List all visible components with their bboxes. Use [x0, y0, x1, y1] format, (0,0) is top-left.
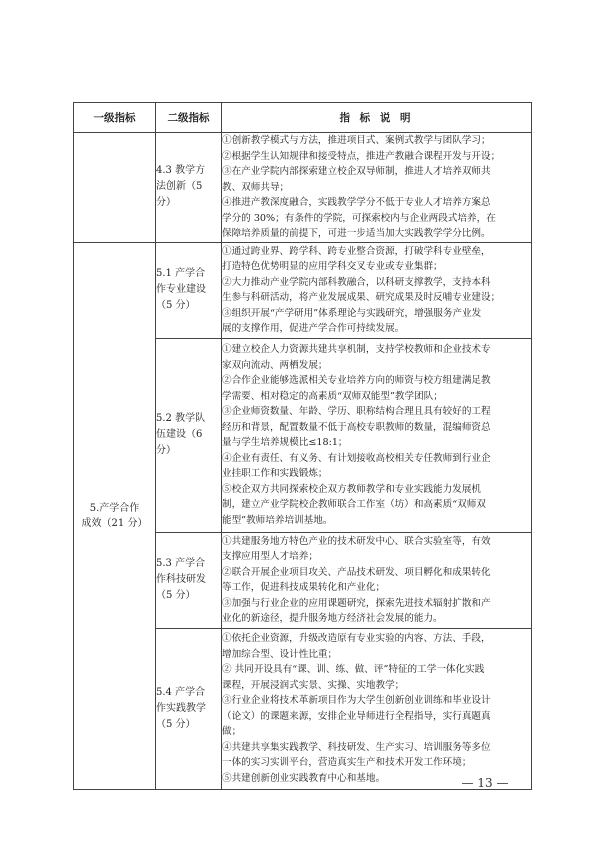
secondary-text: 5.4 产学合 [156, 686, 206, 698]
description-line: ②大力推动产业学院内部科教融合，以科研支撑教学，支持本科 [222, 276, 491, 288]
description-line: ②合作企业能够选派相关专业培养方向的师资与校方组建满足教 [222, 375, 491, 386]
description-line: 制，建立产业学院校企教师联合工作室（坊）和高素质“双师双 [222, 499, 486, 510]
description-cell [222, 133, 532, 243]
page-number: — 13 — [461, 776, 509, 790]
secondary-text: 5.2 教学队 [156, 413, 206, 424]
description-line: ③在产业学院内部探索建立校企双导师制，推进人才培养双师共 [222, 166, 491, 177]
secondary-text: 作实践教学 [156, 702, 206, 714]
description-line: 学分的 30%；有条件的学院，可探索校内与企业两段式培养，在 [222, 212, 496, 224]
secondary-cell [156, 338, 222, 532]
table-row [74, 133, 532, 243]
description-line: ①通过跨业界、跨学科、跨专业整合资源，打破学科专业壁垒， [222, 245, 491, 257]
primary-text: 5.产学合作 [89, 502, 140, 514]
description-line: 家双向流动、两栖发展； [222, 359, 328, 371]
primary-cell [74, 242, 156, 789]
description-line: 经历和背景，配置数量不低于高校专职教师的数量，混编师资总 [222, 421, 491, 433]
description-line: ⑤校企双方共同探索校企双方教师教学和专业实践能力发展机 [222, 483, 482, 495]
secondary-cell [156, 532, 222, 628]
secondary-text: 作专业建设 [156, 284, 206, 295]
secondary-text: （5 分） [156, 590, 196, 601]
primary-cell-empty [74, 133, 156, 243]
description-line: 能型”教师培养培训基地。 [222, 514, 333, 526]
description-line: 等工作，促进科技成果转化和产业化； [222, 582, 386, 593]
description-line: 一体的实习实训平台，营造真实生产和技术开发工作环境； [222, 757, 472, 768]
secondary-text: 分） [156, 445, 176, 456]
description-line: 课程，开展浸润式实景、实操、实地教学； [222, 679, 405, 691]
indicator-table [73, 102, 532, 790]
description-cell [222, 242, 532, 338]
description-line: 业化的新途径，提升服务地方经济社会发展的能力。 [222, 613, 443, 624]
description-line: ③加强与行业企业的应用课题研究，探索先进技术辐射扩散和产 [222, 597, 491, 609]
secondary-text: 5.3 产学合 [156, 558, 206, 569]
secondary-cell [156, 242, 222, 338]
description-line: ③企业师资数量、年龄、学历、职称结构合理且具有较好的工程 [222, 406, 491, 417]
description-line: 量与学生培养规模比≤18:1； [222, 437, 348, 448]
secondary-cell [156, 133, 222, 243]
primary-text: 成效（21 分） [81, 517, 148, 529]
description-line: ①共建服务地方特色产业的技术研发中心、联合实验室等，有效 [222, 535, 491, 547]
description-cell [222, 532, 532, 628]
header-indicator-description: 指 标 说 明 [222, 103, 532, 133]
description-line: ④企业有责任、有义务、有计划接收高校相关专任教师到行业企 [222, 452, 491, 464]
description-line: ② 共同开设具有“课、训、练、做、评”特征的工学一体化实践 [222, 664, 485, 675]
description-line: 教、双师共导； [222, 181, 290, 193]
header-secondary-indicator: 二级指标 [156, 103, 222, 133]
header-row [74, 103, 532, 133]
secondary-text: 伍建设（6 [156, 429, 203, 440]
description-cell [222, 628, 532, 789]
description-line: ②联合开展企业项目攻关、产品技术研发、项目孵化和成果转化 [222, 566, 491, 578]
description-line: ④共建共享集实践教学、科技研发、生产实习、培训服务等多位 [222, 741, 491, 753]
description-line: （论文）的课题来源，安排企业导师进行全程指导，实行真题真 [222, 710, 491, 722]
table-row [74, 242, 532, 338]
secondary-text: 5.1 产学合 [156, 268, 206, 279]
description-line: 保障培养质量的前提下，可进一步适当加大实践教学学分比例。 [222, 228, 491, 239]
description-line: ③组织开展“产学研用”体系理论与实践研究，增强服务产业发 [222, 307, 482, 319]
secondary-cell [156, 628, 222, 789]
secondary-text: 法创新（5 [156, 181, 203, 193]
description-line: 支撑应用型人才培养； [222, 551, 318, 562]
description-line: ①创新教学模式与方法，推进项目式、案例式教学与团队学习； [222, 135, 491, 146]
header-primary-indicator: 一级指标 [74, 103, 156, 133]
description-line: 打造特色优势明显的应用学科交叉专业或专业集群； [222, 261, 443, 272]
description-line: ④推进产教深度融合，实践教学学分不低于专业人才培养方案总 [222, 197, 491, 208]
description-line: 展的支撑作用，促进产学合作可持续发展。 [222, 323, 405, 334]
description-line: 增加综合型、设计性比重； [222, 648, 338, 660]
description-line: ②根据学生认知规律和接受特点，推进产教融合课程开发与开设； [222, 150, 501, 162]
secondary-text: 4.3 教学方 [156, 165, 206, 177]
description-line: 业挂职工作和实践锻炼； [222, 468, 328, 479]
description-line: ⑤共建创新创业实践教育中心和基地。 [222, 772, 386, 784]
secondary-text: （5 分） [156, 718, 196, 730]
secondary-text: 分） [156, 197, 176, 209]
description-cell [222, 338, 532, 532]
description-line: 学需要、相对稳定的高素质“双师双能型”教学团队； [222, 390, 443, 402]
secondary-text: （5 分） [156, 300, 196, 311]
description-line: ①建立校企人力资源共建共享机制，支持学校教师和企业技术专 [222, 344, 491, 355]
secondary-text: 作科技研发 [156, 574, 206, 585]
description-line: 做； [222, 726, 242, 737]
description-line: ③行业企业将技术革新项目作为大学生创新创业训练和毕业设计 [222, 695, 491, 706]
description-line: 生参与科研活动，将产业发展成果、研究成果及时反哺专业建设； [222, 292, 501, 303]
description-line: ①依托企业资源，升级改造原有专业实验的内容、方法、手段， [222, 633, 491, 644]
